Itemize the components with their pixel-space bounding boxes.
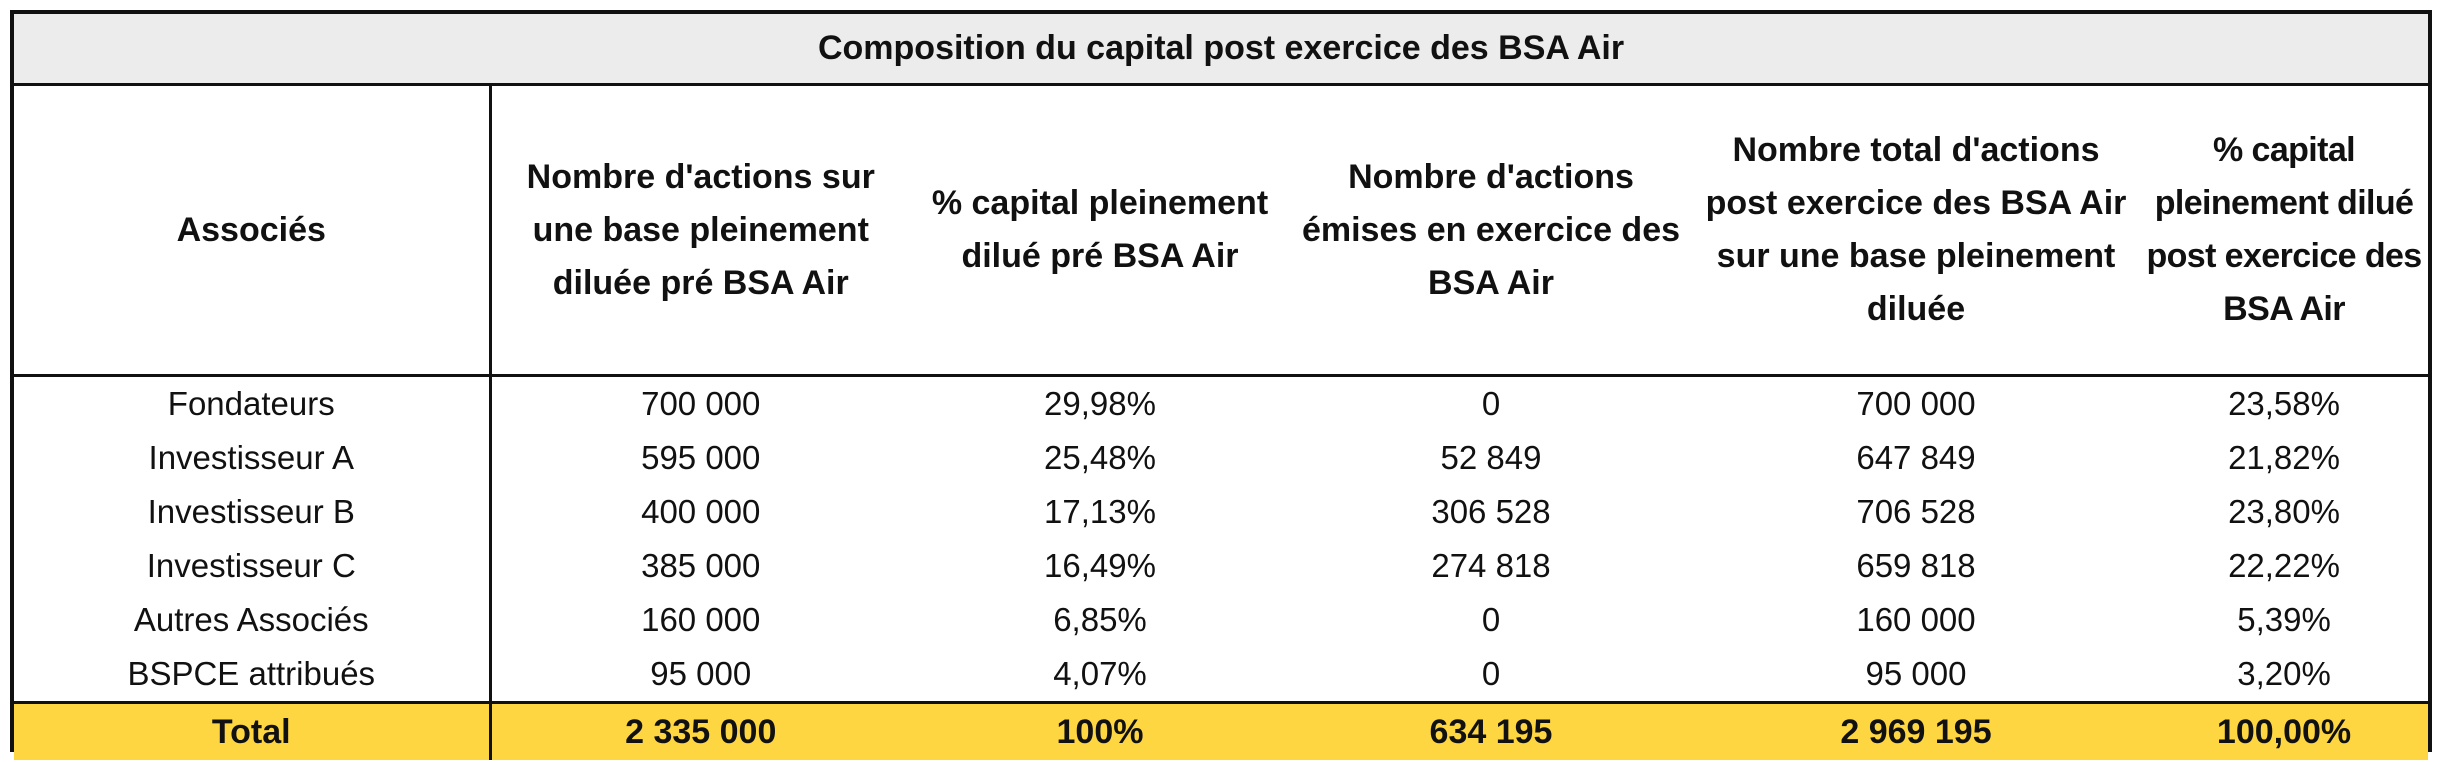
cell-actions-pre: 385 000 [641,547,761,584]
cell-actions-pre: 160 000 [641,601,761,638]
total-actions-pre: 2 335 000 [490,703,910,761]
cell-pct-post: 21,82% [2228,439,2340,476]
cell-associe: Investisseur A [14,431,490,485]
table-row [14,593,2428,647]
cell-actions-total-post: 706 528 [1856,493,1976,530]
header-pct-pre: % capital pleinement dilué pré BSA Air [910,85,1290,376]
cell-actions-total-post: 659 818 [1856,547,1976,584]
cell-actions-emises: 306 528 [1431,493,1551,530]
header-actions-total-post: Nombre total d'actions post exercice des BSA Air sur une base pleinement diluée [1692,85,2140,376]
cell-pct-post: 22,22% [2228,547,2340,584]
cell-actions-pre: 400 000 [641,493,761,530]
cell-pct-post: 23,80% [2228,493,2340,530]
capital-table [14,14,2428,760]
capital-table-frame [10,10,2432,752]
cell-actions-emises: 274 818 [1431,547,1551,584]
cell-pct-pre: 16,49% [1044,547,1156,584]
cell-actions-pre: 700 000 [641,385,761,422]
cell-associe: Autres Associés [14,593,490,647]
cell-pct-post: 23,58% [2228,385,2340,422]
header-associes: Associés [14,85,490,376]
table-row [14,539,2428,593]
total-row [14,703,2428,761]
table-row [14,376,2428,432]
cell-associe: Fondateurs [14,376,490,432]
cell-actions-emises: 0 [1481,601,1501,638]
cell-pct-pre: 6,85% [1053,601,1147,638]
total-pct-post: 100,00% [2140,703,2428,761]
cell-actions-pre: 95 000 [650,655,752,692]
cell-pct-pre: 25,48% [1044,439,1156,476]
cell-actions-emises: 0 [1481,385,1501,422]
cell-associe: Investisseur C [14,539,490,593]
table-title: Composition du capital post exercice des BSA Air [14,14,2428,85]
cell-pct-pre: 29,98% [1044,385,1156,422]
cell-associe: Investisseur B [14,485,490,539]
cell-actions-pre: 595 000 [641,439,761,476]
cell-actions-emises: 0 [1481,655,1501,692]
cell-actions-total-post: 647 849 [1856,439,1976,476]
cell-pct-post: 3,20% [2237,655,2331,692]
cell-pct-pre: 4,07% [1053,655,1147,692]
table-row [14,431,2428,485]
cell-pct-post: 5,39% [2237,601,2331,638]
cell-pct-pre: 17,13% [1044,493,1156,530]
total-actions-emises: 634 195 [1290,703,1692,761]
cell-associe: BSPCE attribués [14,647,490,703]
total-pct-pre: 100% [910,703,1290,761]
cell-actions-total-post: 160 000 [1856,601,1976,638]
cell-actions-emises: 52 849 [1440,439,1542,476]
title-row [14,14,2428,85]
total-actions-total-post: 2 969 195 [1692,703,2140,761]
header-actions-pre: Nombre d'actions sur une base pleinement diluée pré BSA Air [490,85,910,376]
cell-actions-total-post: 700 000 [1856,385,1976,422]
header-actions-emises: Nombre d'actions émises en exercice des BSA Air [1290,85,1692,376]
table-row [14,485,2428,539]
total-label: Total [14,703,490,761]
cell-actions-total-post: 95 000 [1865,655,1967,692]
header-row [14,85,2428,376]
header-pct-post: % capital pleinement dilué post exercice des BSA Air [2140,85,2428,376]
table-row [14,647,2428,703]
